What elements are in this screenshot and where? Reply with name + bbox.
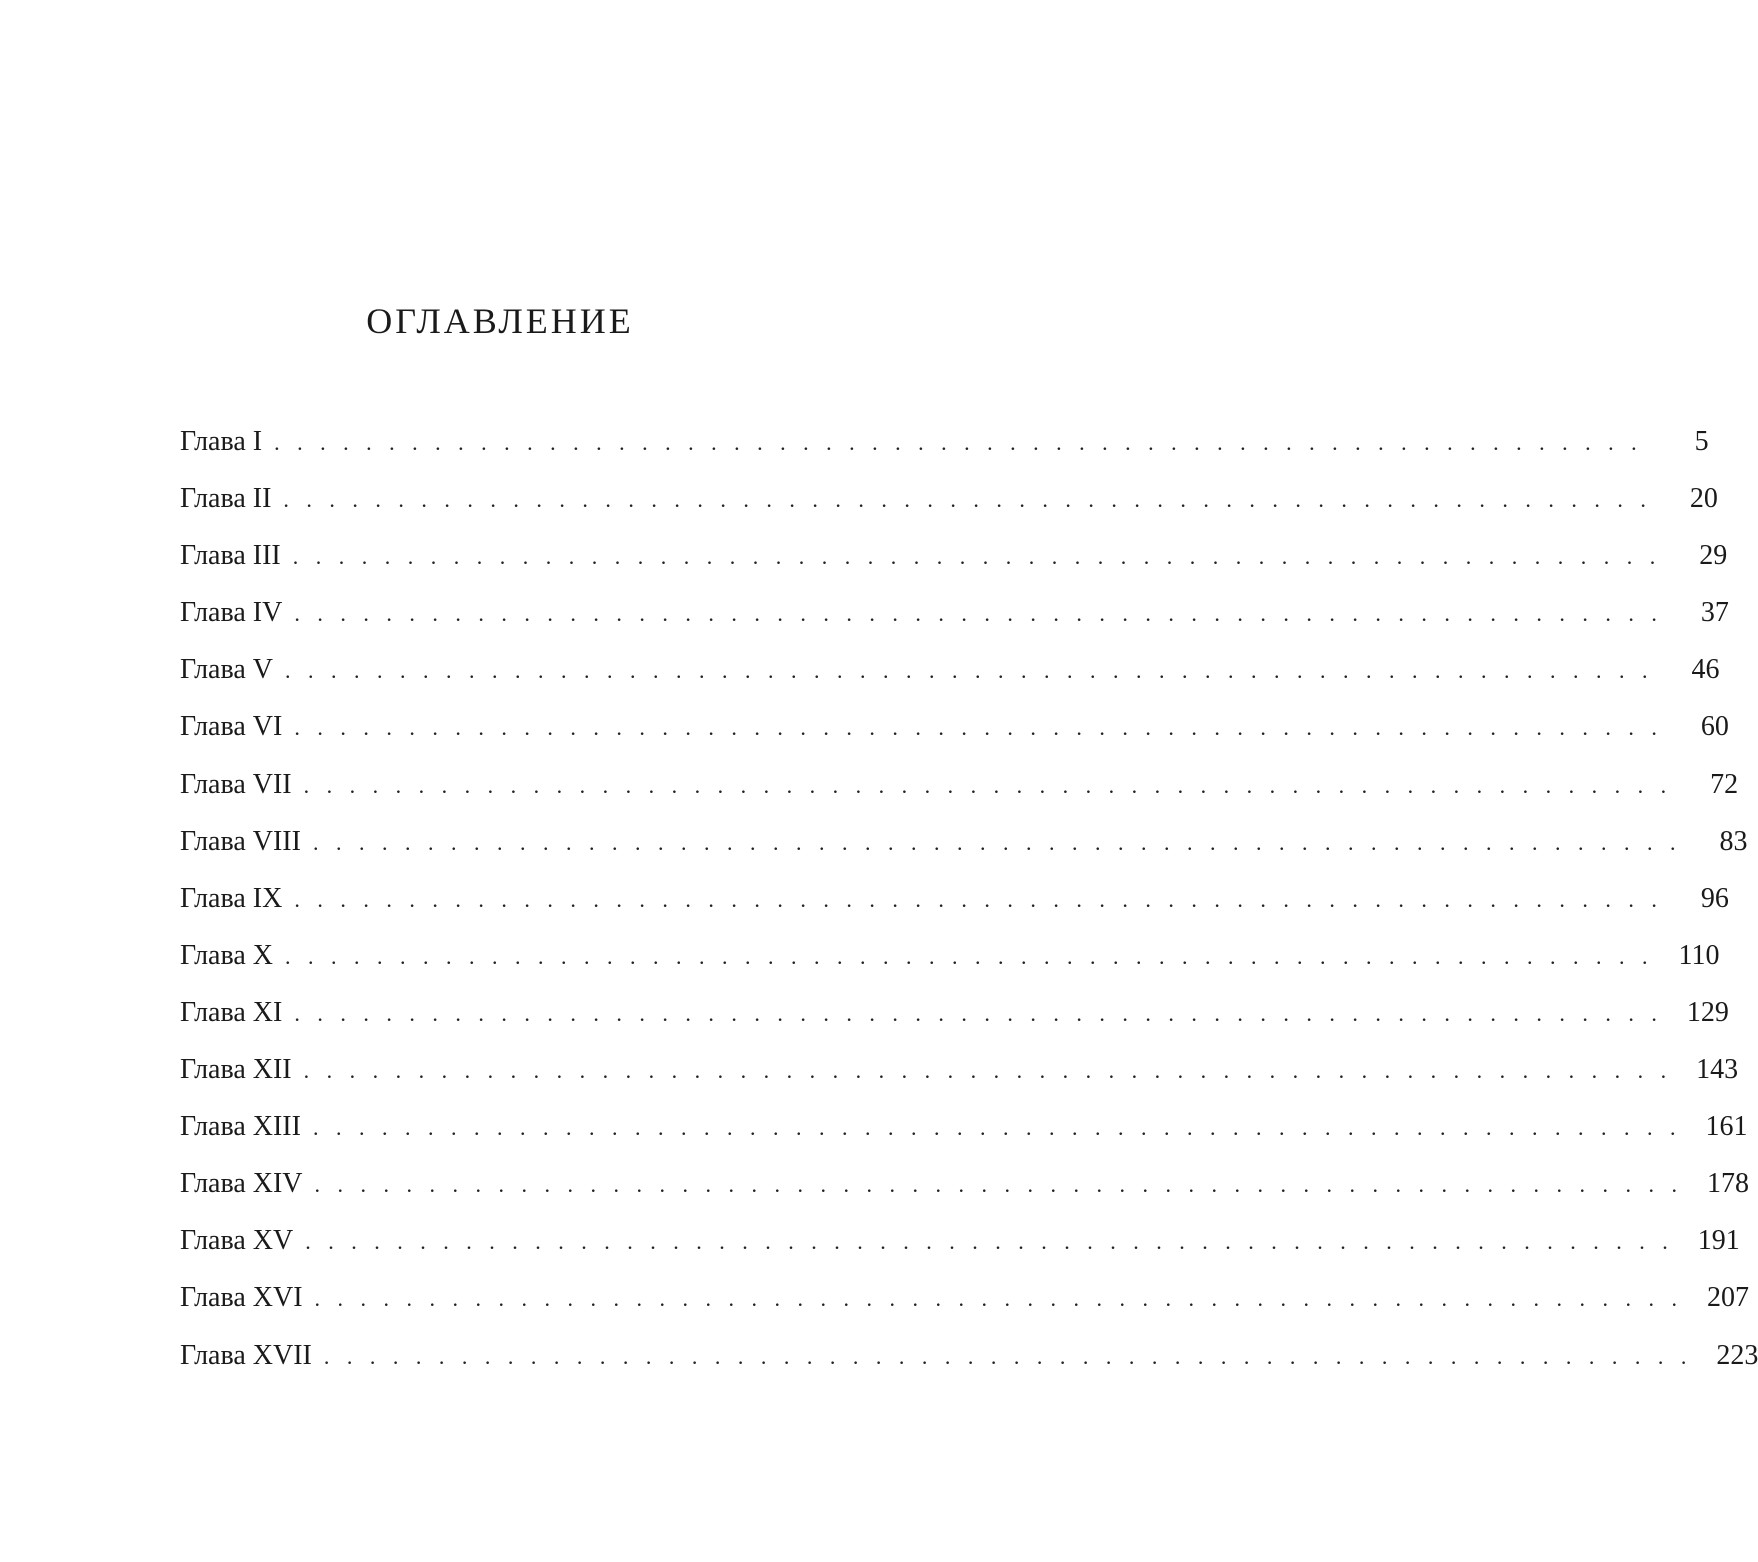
toc-entry-page-number: 129 bbox=[1686, 996, 1729, 1028]
dot-leader: . . . . . . . . . . . . . . . . . . . . . . . . . . . . . . . . . . . . . . . . . . . . . . . . . . . . . . . . . . . . bbox=[294, 601, 1663, 627]
toc-entry[interactable] bbox=[180, 1219, 1740, 1276]
dot-leader: . . . . . . . . . . . . . . . . . . . . . . . . . . . . . . . . . . . . . . . . . . . . . . . . . . . . . . . . . . . . bbox=[314, 1286, 1684, 1312]
dot-leader: . . . . . . . . . . . . . . . . . . . . . . . . . . . . . . . . . . . . . . . . . . . . . . . . . . . . . . . . . . . . bbox=[323, 1343, 1693, 1369]
toc-entry-page-number: 143 bbox=[1696, 1054, 1739, 1086]
toc-entry-label: Глава VIII bbox=[180, 825, 301, 857]
toc-entry[interactable] bbox=[180, 477, 1718, 534]
toc-entry-page-number: 191 bbox=[1697, 1225, 1740, 1257]
dot-leader: . . . . . . . . . . . . . . . . . . . . . . . . . . . . . . . . . . . . . . . . . . . . . . . . . . . . . . . . . . . . bbox=[314, 1172, 1684, 1198]
toc-entry-page-number: 20 bbox=[1689, 483, 1718, 515]
dot-leader: . . . . . . . . . . . . . . . . . . . . . . . . . . . . . . . . . . . . . . . . . . . . . . . . . . . . . . . . . . . . bbox=[284, 943, 1654, 969]
toc-entry-label: Глава III bbox=[180, 540, 281, 572]
toc-entry[interactable] bbox=[180, 1334, 1758, 1391]
toc-entry[interactable] bbox=[180, 1048, 1739, 1105]
dot-leader: . . . . . . . . . . . . . . . . . . . . . . . . . . . . . . . . . . . . . . . . . . . . . . . . . . . . . . . . . . . . bbox=[305, 1229, 1674, 1255]
dot-leader: . . . . . . . . . . . . . . . . . . . . . . . . . . . . . . . . . . . . . . . . . . . . . . . . . . . . . . . . . . . . bbox=[294, 715, 1663, 741]
toc-entry[interactable] bbox=[180, 534, 1728, 591]
toc-entry-label: Глава VI bbox=[180, 711, 283, 743]
dot-leader: . . . . . . . . . . . . . . . . . . . . . . . . . . . . . . . . . . . . . . . . . . . . . . . . . . . . . . . . . . . . bbox=[283, 487, 1652, 513]
toc-entry-label: Глава XII bbox=[180, 1054, 292, 1086]
toc-entry[interactable] bbox=[180, 1105, 1748, 1162]
toc-entry-page-number: 207 bbox=[1707, 1282, 1750, 1314]
toc-entry-page-number: 46 bbox=[1691, 654, 1720, 686]
dot-leader: . . . . . . . . . . . . . . . . . . . . . . . . . . . . . . . . . . . . . . . . . . . . . . . . . . . . . . . . . . . . bbox=[312, 829, 1682, 855]
toc-entry-label: Глава I bbox=[180, 426, 263, 457]
toc-entry-page-number: 37 bbox=[1700, 597, 1729, 629]
dot-leader: . . . . . . . . . . . . . . . . . . . . . . . . . . . . . . . . . . . . . . . . . . . . . . . . . . . . . . . . . . . . bbox=[284, 658, 1654, 684]
toc-entry-page-number: 110 bbox=[1678, 939, 1720, 971]
dot-leader: . . . . . . . . . . . . . . . . . . . . . . . . . . . . . . . . . . . . . . . . . . . . . . . . . . . . . . . . . . . . bbox=[274, 430, 1643, 455]
toc-entry-label: Глава IV bbox=[180, 597, 283, 629]
toc-entry-label: Глава XV bbox=[180, 1225, 294, 1257]
toc-entry-page-number: 178 bbox=[1707, 1168, 1750, 1200]
dot-leader: . . . . . . . . . . . . . . . . . . . . . . . . . . . . . . . . . . . . . . . . . . . . . . . . . . . . . . . . . . . . bbox=[303, 772, 1673, 798]
toc-entry-label: Глава II bbox=[180, 483, 272, 515]
dot-leader: . . . . . . . . . . . . . . . . . . . . . . . . . . . . . . . . . . . . . . . . . . . . . . . . . . . . . . . . . . . . bbox=[294, 1000, 1663, 1026]
toc-entry-label: Глава XVI bbox=[180, 1282, 303, 1314]
toc-entry[interactable] bbox=[180, 763, 1739, 820]
dot-leader: . . . . . . . . . . . . . . . . . . . . . . . . . . . . . . . . . . . . . . . . . . . . . . . . . . . . . . . . . . . . bbox=[292, 544, 1662, 570]
toc-entry-label: Глава V bbox=[180, 654, 273, 686]
toc-entry-label: Глава XVII bbox=[180, 1339, 312, 1371]
toc-entry-label: Глава VII bbox=[180, 768, 292, 800]
toc-entry-label: Глава XIII bbox=[180, 1111, 301, 1143]
dot-leader: . . . . . . . . . . . . . . . . . . . . . . . . . . . . . . . . . . . . . . . . . . . . . . . . . . . . . . . . . . . . bbox=[294, 886, 1663, 912]
toc-entry-page-number: 161 bbox=[1705, 1111, 1748, 1143]
toc-entry-page-number: 96 bbox=[1700, 882, 1729, 914]
toc-entry[interactable] bbox=[180, 991, 1729, 1048]
toc-entry[interactable] bbox=[180, 934, 1720, 991]
toc-entry-page-number: 29 bbox=[1699, 540, 1728, 572]
toc-entry-page-number: 5 bbox=[1694, 426, 1709, 457]
table-of-contents bbox=[180, 420, 1758, 1391]
toc-entry-page-number: 72 bbox=[1710, 768, 1739, 800]
toc-entry-label: Глава XI bbox=[180, 996, 283, 1028]
dot-leader: . . . . . . . . . . . . . . . . . . . . . . . . . . . . . . . . . . . . . . . . . . . . . . . . . . . . . . . . . . . . bbox=[303, 1058, 1673, 1084]
toc-entry[interactable] bbox=[180, 591, 1729, 648]
toc-entry-label: Глава IX bbox=[180, 882, 283, 914]
toc-entry[interactable] bbox=[180, 877, 1729, 934]
toc-entry-page-number: 60 bbox=[1700, 711, 1729, 743]
page-title: ОГЛАВЛЕНИЕ bbox=[366, 301, 634, 341]
toc-entry-page-number: 83 bbox=[1719, 825, 1748, 857]
toc-entry[interactable] bbox=[180, 1162, 1750, 1219]
toc-entry-label: Глава X bbox=[180, 939, 273, 971]
toc-entry[interactable] bbox=[180, 1276, 1750, 1333]
dot-leader: . . . . . . . . . . . . . . . . . . . . . . . . . . . . . . . . . . . . . . . . . . . . . . . . . . . . . . . . . . . . bbox=[312, 1115, 1682, 1141]
toc-entry[interactable] bbox=[180, 648, 1720, 705]
toc-entry-label: Глава XIV bbox=[180, 1168, 303, 1200]
toc-entry[interactable] bbox=[180, 420, 1709, 477]
toc-entry[interactable] bbox=[180, 820, 1748, 877]
toc-entry-page-number: 223 bbox=[1716, 1339, 1758, 1371]
toc-entry[interactable] bbox=[180, 705, 1729, 762]
